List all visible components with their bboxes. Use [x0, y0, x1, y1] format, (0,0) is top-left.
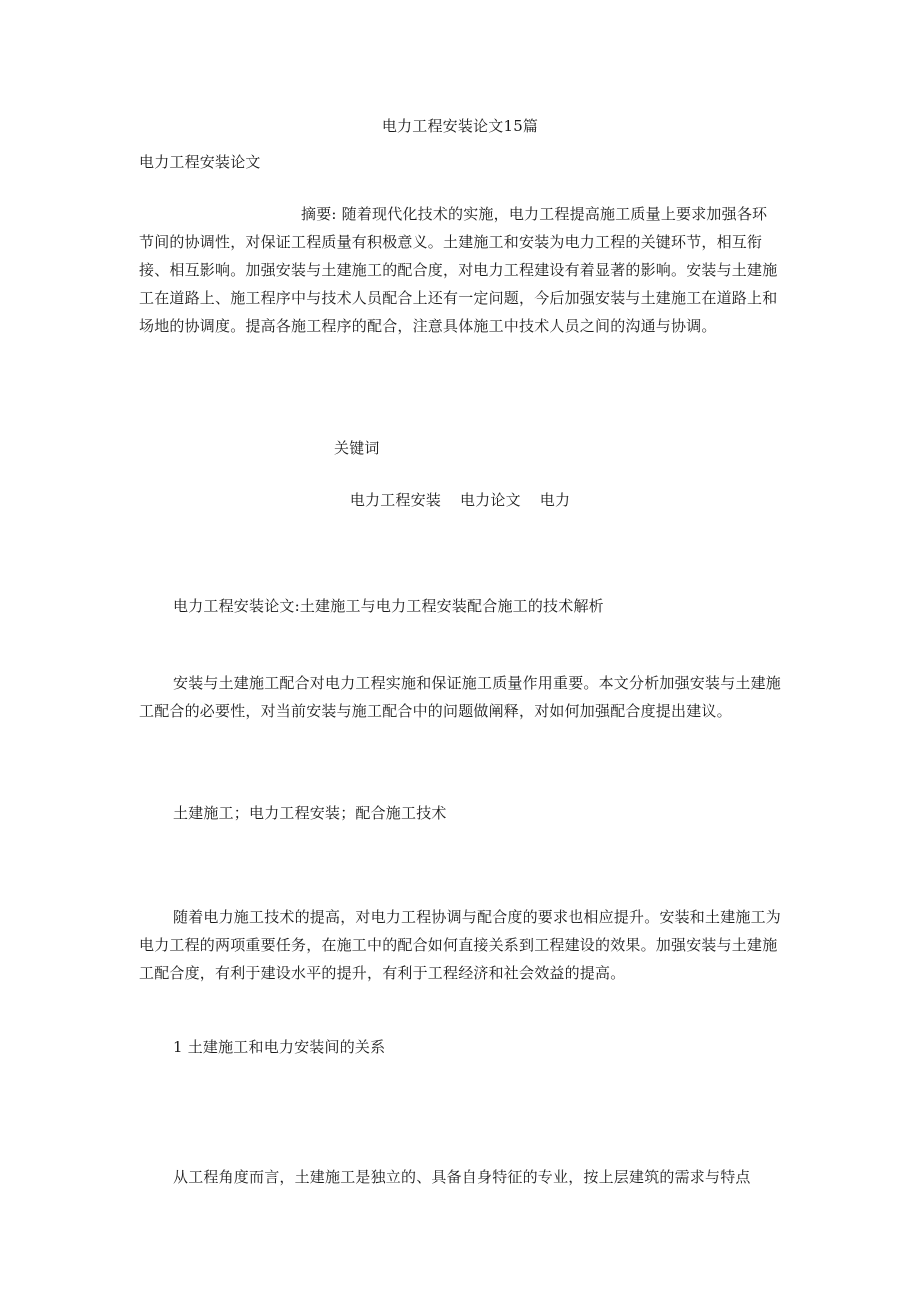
body-paragraph-section-1: 从工程角度而言，土建施工是独立的、具备自身特征的专业，按上层建筑的需求与特点: [173, 1168, 751, 1186]
keyword-item: 电力论文: [459, 491, 521, 509]
body-paragraph-intro: 随着电力施工技术的提高，对电力工程协调与配合度的要求也相应提升。安装和土建施工为电力工程的两项重要任务，在施工中的配合如何直接关系到工程建设的效果。加强安装与土建施工配合度，有利于建设水平的提升，有利于工程经济和社会效益的提高。: [139, 908, 782, 982]
keyword-item: 电力工程安装: [349, 491, 442, 509]
body-paragraph-summary: 安装与土建施工配合对电力工程实施和保证施工质量作用重要。本文分析加强安装与土建施工配合的必要性，对当前安装与施工配合中的问题做阐释，对如何加强配合度提出建议。: [139, 674, 782, 720]
abstract-paragraph: 摘要: 随着现代化技术的实施，电力工程提高施工质量上要求加强各环节间的协调性，对保证工程质量有积极意义。土建施工和安装为电力工程的关键环节，相互衔接、相互影响。加强安装与土建施工的配合度，对电力工程建设有着显著的影响。安装与土建施工在道路上、施工程序中与技术人员配合上还有一定问题，今后加强安装与土建施工在道路上和场地的协调度。提高各施工程序的配合，注意具体施工中技术人员之间的沟通与协调。: [139, 205, 778, 335]
body-paragraph-keywords: 土建施工；电力工程安装；配合施工技术: [173, 804, 447, 822]
document-title: 电力工程安装论文15篇: [381, 117, 539, 135]
keywords-list: [139, 486, 781, 514]
keywords-label: 关键词: [334, 439, 380, 457]
document-subtitle: 电力工程安装论文: [139, 153, 261, 171]
section-heading: 电力工程安装论文:土建施工与电力工程安装配合施工的技术解析: [173, 597, 604, 615]
keyword-item: 电力: [539, 491, 571, 509]
heading-section-1: 1 土建施工和电力安装间的关系: [173, 1038, 386, 1056]
